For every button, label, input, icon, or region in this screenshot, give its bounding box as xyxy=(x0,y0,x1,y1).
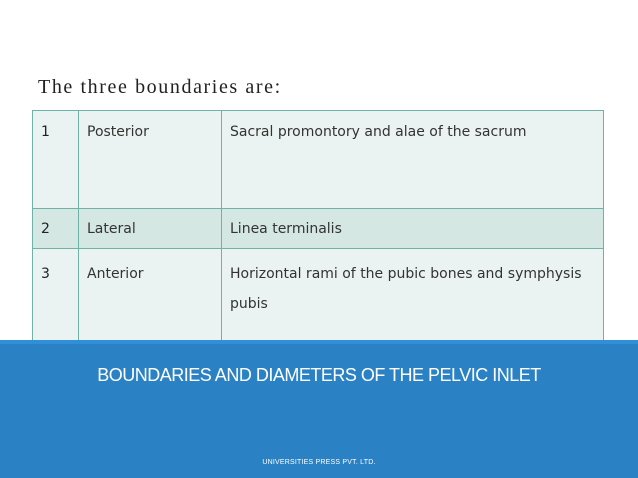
table-row xyxy=(33,209,604,249)
boundary-description: Horizontal rami of the pubic bones and symphysis pubis xyxy=(222,249,604,344)
table-row xyxy=(33,111,604,209)
publisher-credit: UNIVERSITIES PRESS PVT. LTD. xyxy=(262,459,376,466)
footer-divider xyxy=(0,340,638,344)
footer-band xyxy=(0,340,638,478)
boundary-description: Linea terminalis xyxy=(222,209,604,249)
slide-title: BOUNDARIES AND DIAMETERS OF THE PELVIC INLET xyxy=(97,365,541,385)
row-number: 3 xyxy=(33,249,79,344)
table-row xyxy=(33,249,604,344)
boundary-side: Lateral xyxy=(79,209,222,249)
row-number: 1 xyxy=(33,111,79,209)
intro-text: The three boundaries are: xyxy=(38,76,282,98)
boundary-description: Sacral promontory and alae of the sacrum xyxy=(222,111,604,209)
boundary-side: Posterior xyxy=(79,111,222,209)
boundaries-table xyxy=(32,110,604,344)
boundary-side: Anterior xyxy=(79,249,222,344)
row-number: 2 xyxy=(33,209,79,249)
